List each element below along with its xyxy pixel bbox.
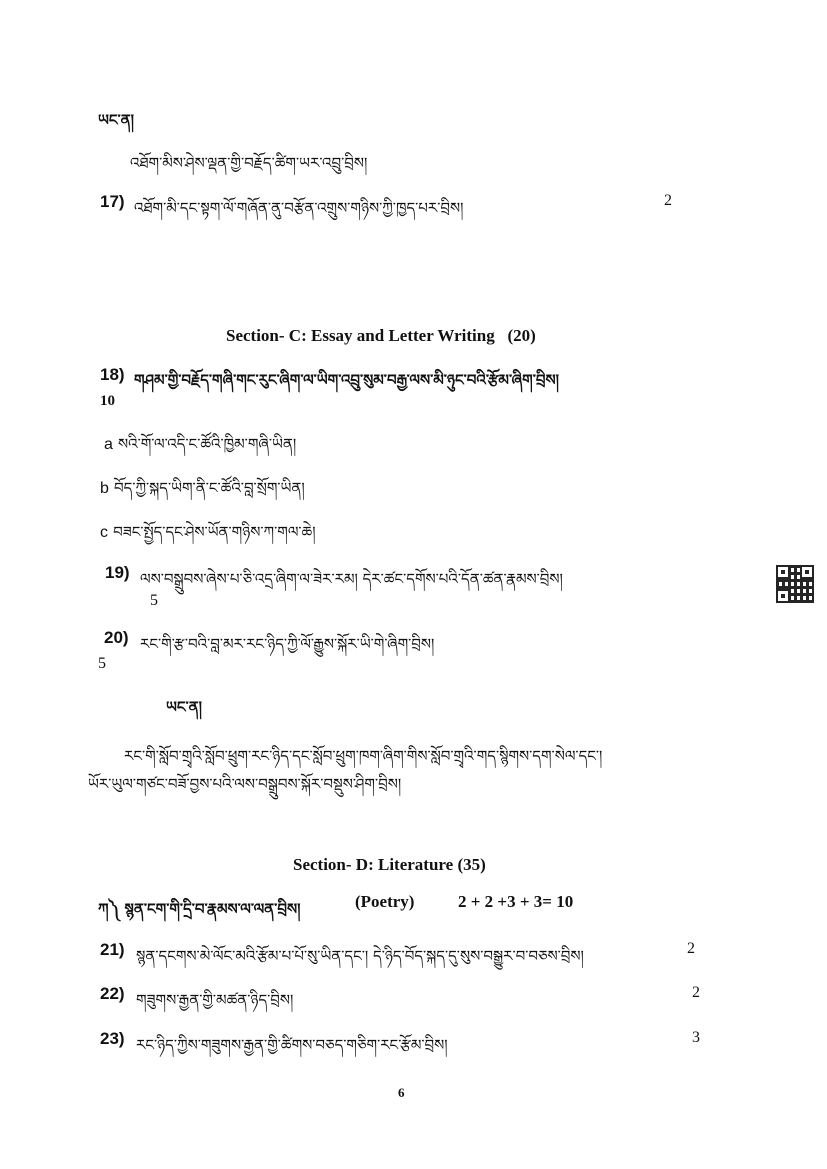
alt-heading: ཡང་ན།: [166, 698, 203, 716]
subsection-english: (Poetry): [355, 892, 415, 911]
question-text: གཤམ་གྱི་བརྗོད་གཞི་གང་རུང་ཞིག་ལ་ཡིག་འབྲུ་སུམ་བརྒྱ་ལས་མི་ཉུང་བའི་རྩོམ་ཞིག་བྲིས།: [134, 371, 559, 389]
subsection-marks: 2 + 2 +3 + 3= 10: [458, 892, 574, 911]
option-label: c: [100, 524, 108, 541]
question-number: 20): [104, 628, 129, 647]
question-text: རང་གི་རྩ་བའི་བླ་མར་རང་ཉིད་ཀྱི་ལོ་རྒྱུས་སྐོར་ཡི་གེ་ཞིག་བྲིས།: [140, 635, 435, 653]
option-text: བོད་ཀྱི་སྐད་ཡིག་ནི་ང་ཚོའི་བླ་སྲོག་ཡིན།: [114, 479, 305, 497]
passage-line: འཐོག་མིས་ཤེས་ལྡན་གྱི་བརྗོད་ཚིག་ཡར་འབྲུ་བྲིས།: [130, 154, 368, 172]
option-label: b: [100, 480, 109, 497]
question-number: 17): [100, 192, 125, 211]
section-c-marks: (20): [507, 326, 536, 345]
question-number: 21): [100, 940, 125, 959]
question-marks: 2: [692, 984, 700, 1001]
page-number: 6: [398, 1085, 405, 1100]
question-text: རང་ཉིད་ཀྱིས་གཟུགས་རྒྱན་གྱི་ཚིགས་བཅད་གཅིག་རང་རྩོམ་བྲིས།: [136, 1036, 448, 1054]
option-text: བཟང་སྤྱོད་དང་ཤེས་ཡོན་གཉིས་ཀ་གལ་ཆེ།: [113, 523, 316, 541]
question-number: 23): [100, 1029, 125, 1048]
option-label: a: [104, 436, 113, 453]
question-number: 19): [105, 563, 130, 582]
question-text: སྙན་དངགས་མེ་ལོང་མའི་རྩོམ་པ་པོ་སུ་ཡིན་དང་། དེ་ཉིད་བོད་སྐད་དུ་སུས་བསྒྱུར་བ་བཅས་བྲིས།: [136, 947, 584, 965]
question-number: 22): [100, 984, 125, 1003]
question-marks: 3: [692, 1029, 700, 1046]
option-c: [100, 516, 316, 558]
question-marks: 2: [687, 940, 695, 957]
section-c-title-text: Section- C: Essay and Letter Writing: [226, 326, 495, 345]
option-b: [100, 472, 305, 514]
question-number: 18): [100, 365, 125, 384]
question-marks: 2: [664, 192, 672, 209]
question-text: ལས་བསྒྲུབས་ཞེས་པ་ཅི་འདྲ་ཞིག་ལ་ཟེར་རམ། དེར་ཚང་དགོས་པའི་དོན་ཚན་རྣམས་བྲིས།: [140, 570, 563, 588]
question-text: གཟུགས་རྒྱན་གྱི་མཚན་ཉིད་བྲིས།: [136, 991, 294, 1009]
question-text: འཐོག་མི་དང་སྟག་ལོ་གཞོན་ནུ་བརྩོན་འགྲུས་གཉིས་ཀྱི་ཁྱད་པར་བྲིས།: [134, 199, 464, 217]
qr-code: [776, 565, 814, 603]
section-c-title: [226, 326, 536, 346]
question-marks: 5: [150, 592, 158, 609]
option-text: སའི་གོ་ལ་འདི་ང་ཚོའི་ཁྱིམ་གཞི་ཡིན།: [118, 435, 297, 453]
section-d-title: Section- D: Literature (35): [293, 855, 486, 874]
subsection-label: ཀ༽ སྙན་ངག་གི་དྲི་བ་རྣམས་ལ་ལན་བྲིས།: [98, 900, 301, 918]
question-marks: 5: [98, 655, 106, 672]
alt-line-2: ཡོར་ཡུལ་གཙང་བཟོ་བྱས་པའི་ལས་བསྒྲུབས་སྐོར་བསྡུས་ཤིག་བྲིས།: [88, 775, 402, 793]
alt-line-1: རང་གི་སློབ་གྲྭའི་སློབ་ཕྲུག་རང་ཉིད་དང་སློབ་ཕྲུག་ཁག་ཞིག་གིས་སློབ་གྲྭའི་གད་སྙིགས་དག་སེལ་དང་།: [124, 747, 603, 765]
alt-heading-top: ཡང་ན།: [98, 111, 135, 129]
option-a: [104, 428, 296, 470]
question-marks: 10: [100, 393, 115, 409]
